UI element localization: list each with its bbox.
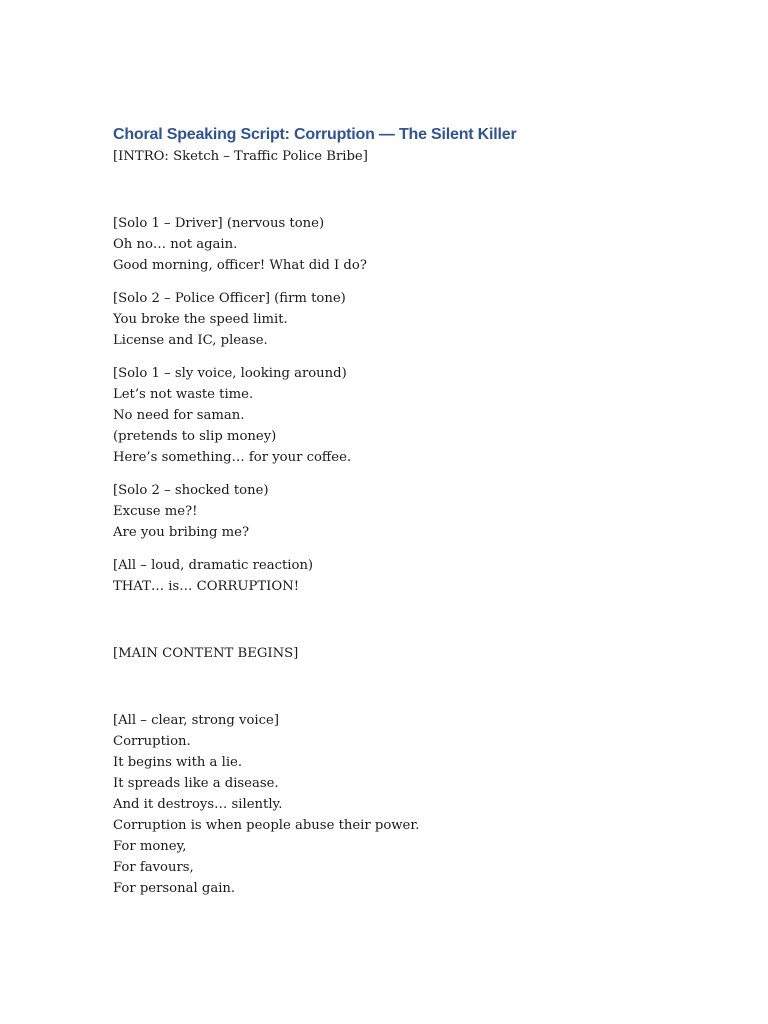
script-line: For favours, (113, 860, 194, 875)
main-content-heading: [MAIN CONTENT BEGINS] (113, 646, 299, 661)
script-line: Here’s something… for your coffee. (113, 450, 352, 465)
script-line: And it destroys… silently. (113, 797, 283, 812)
sketch-block-shocked (113, 480, 713, 543)
stage-cue: [Solo 1 – Driver] (nervous tone) (113, 216, 325, 231)
stage-cue: [All – loud, dramatic reaction) (113, 558, 314, 573)
script-line: Corruption is when people abuse their power. (113, 818, 420, 833)
intro-heading: [INTRO: Sketch – Traffic Police Bribe] (113, 149, 368, 164)
stage-cue: [Solo 2 – Police Officer] (firm tone) (113, 291, 346, 306)
script-line: Corruption. (113, 734, 191, 749)
sketch-block-bribe (113, 363, 713, 468)
script-line: For money, (113, 839, 187, 854)
script-line: It begins with a lie. (113, 755, 243, 770)
script-line: Good morning, officer! What did I do? (113, 258, 367, 273)
script-line: License and IC, please. (113, 333, 268, 348)
sketch-block-driver (113, 213, 713, 276)
main-block-all (113, 710, 713, 899)
document-body (113, 124, 713, 911)
script-line: No need for saman. (113, 408, 245, 423)
script-line: (pretends to slip money) (113, 429, 277, 444)
script-line: For personal gain. (113, 881, 236, 896)
script-line: Are you bribing me? (113, 525, 250, 540)
script-line: Oh no… not again. (113, 237, 238, 252)
sketch-block-all-reaction (113, 555, 713, 597)
stage-cue: [Solo 1 – sly voice, looking around) (113, 366, 347, 381)
document-title: Choral Speaking Script: Corruption — The Silent Killer (113, 126, 517, 143)
script-line: Let’s not waste time. (113, 387, 254, 402)
stage-cue: [All – clear, strong voice] (113, 713, 279, 728)
script-line: You broke the speed limit. (113, 312, 288, 327)
script-line: Excuse me?! (113, 504, 198, 519)
script-line: It spreads like a disease. (113, 776, 279, 791)
stage-cue: [Solo 2 – shocked tone) (113, 483, 269, 498)
sketch-block-officer (113, 288, 713, 351)
script-line: THAT… is… CORRUPTION! (113, 579, 300, 594)
